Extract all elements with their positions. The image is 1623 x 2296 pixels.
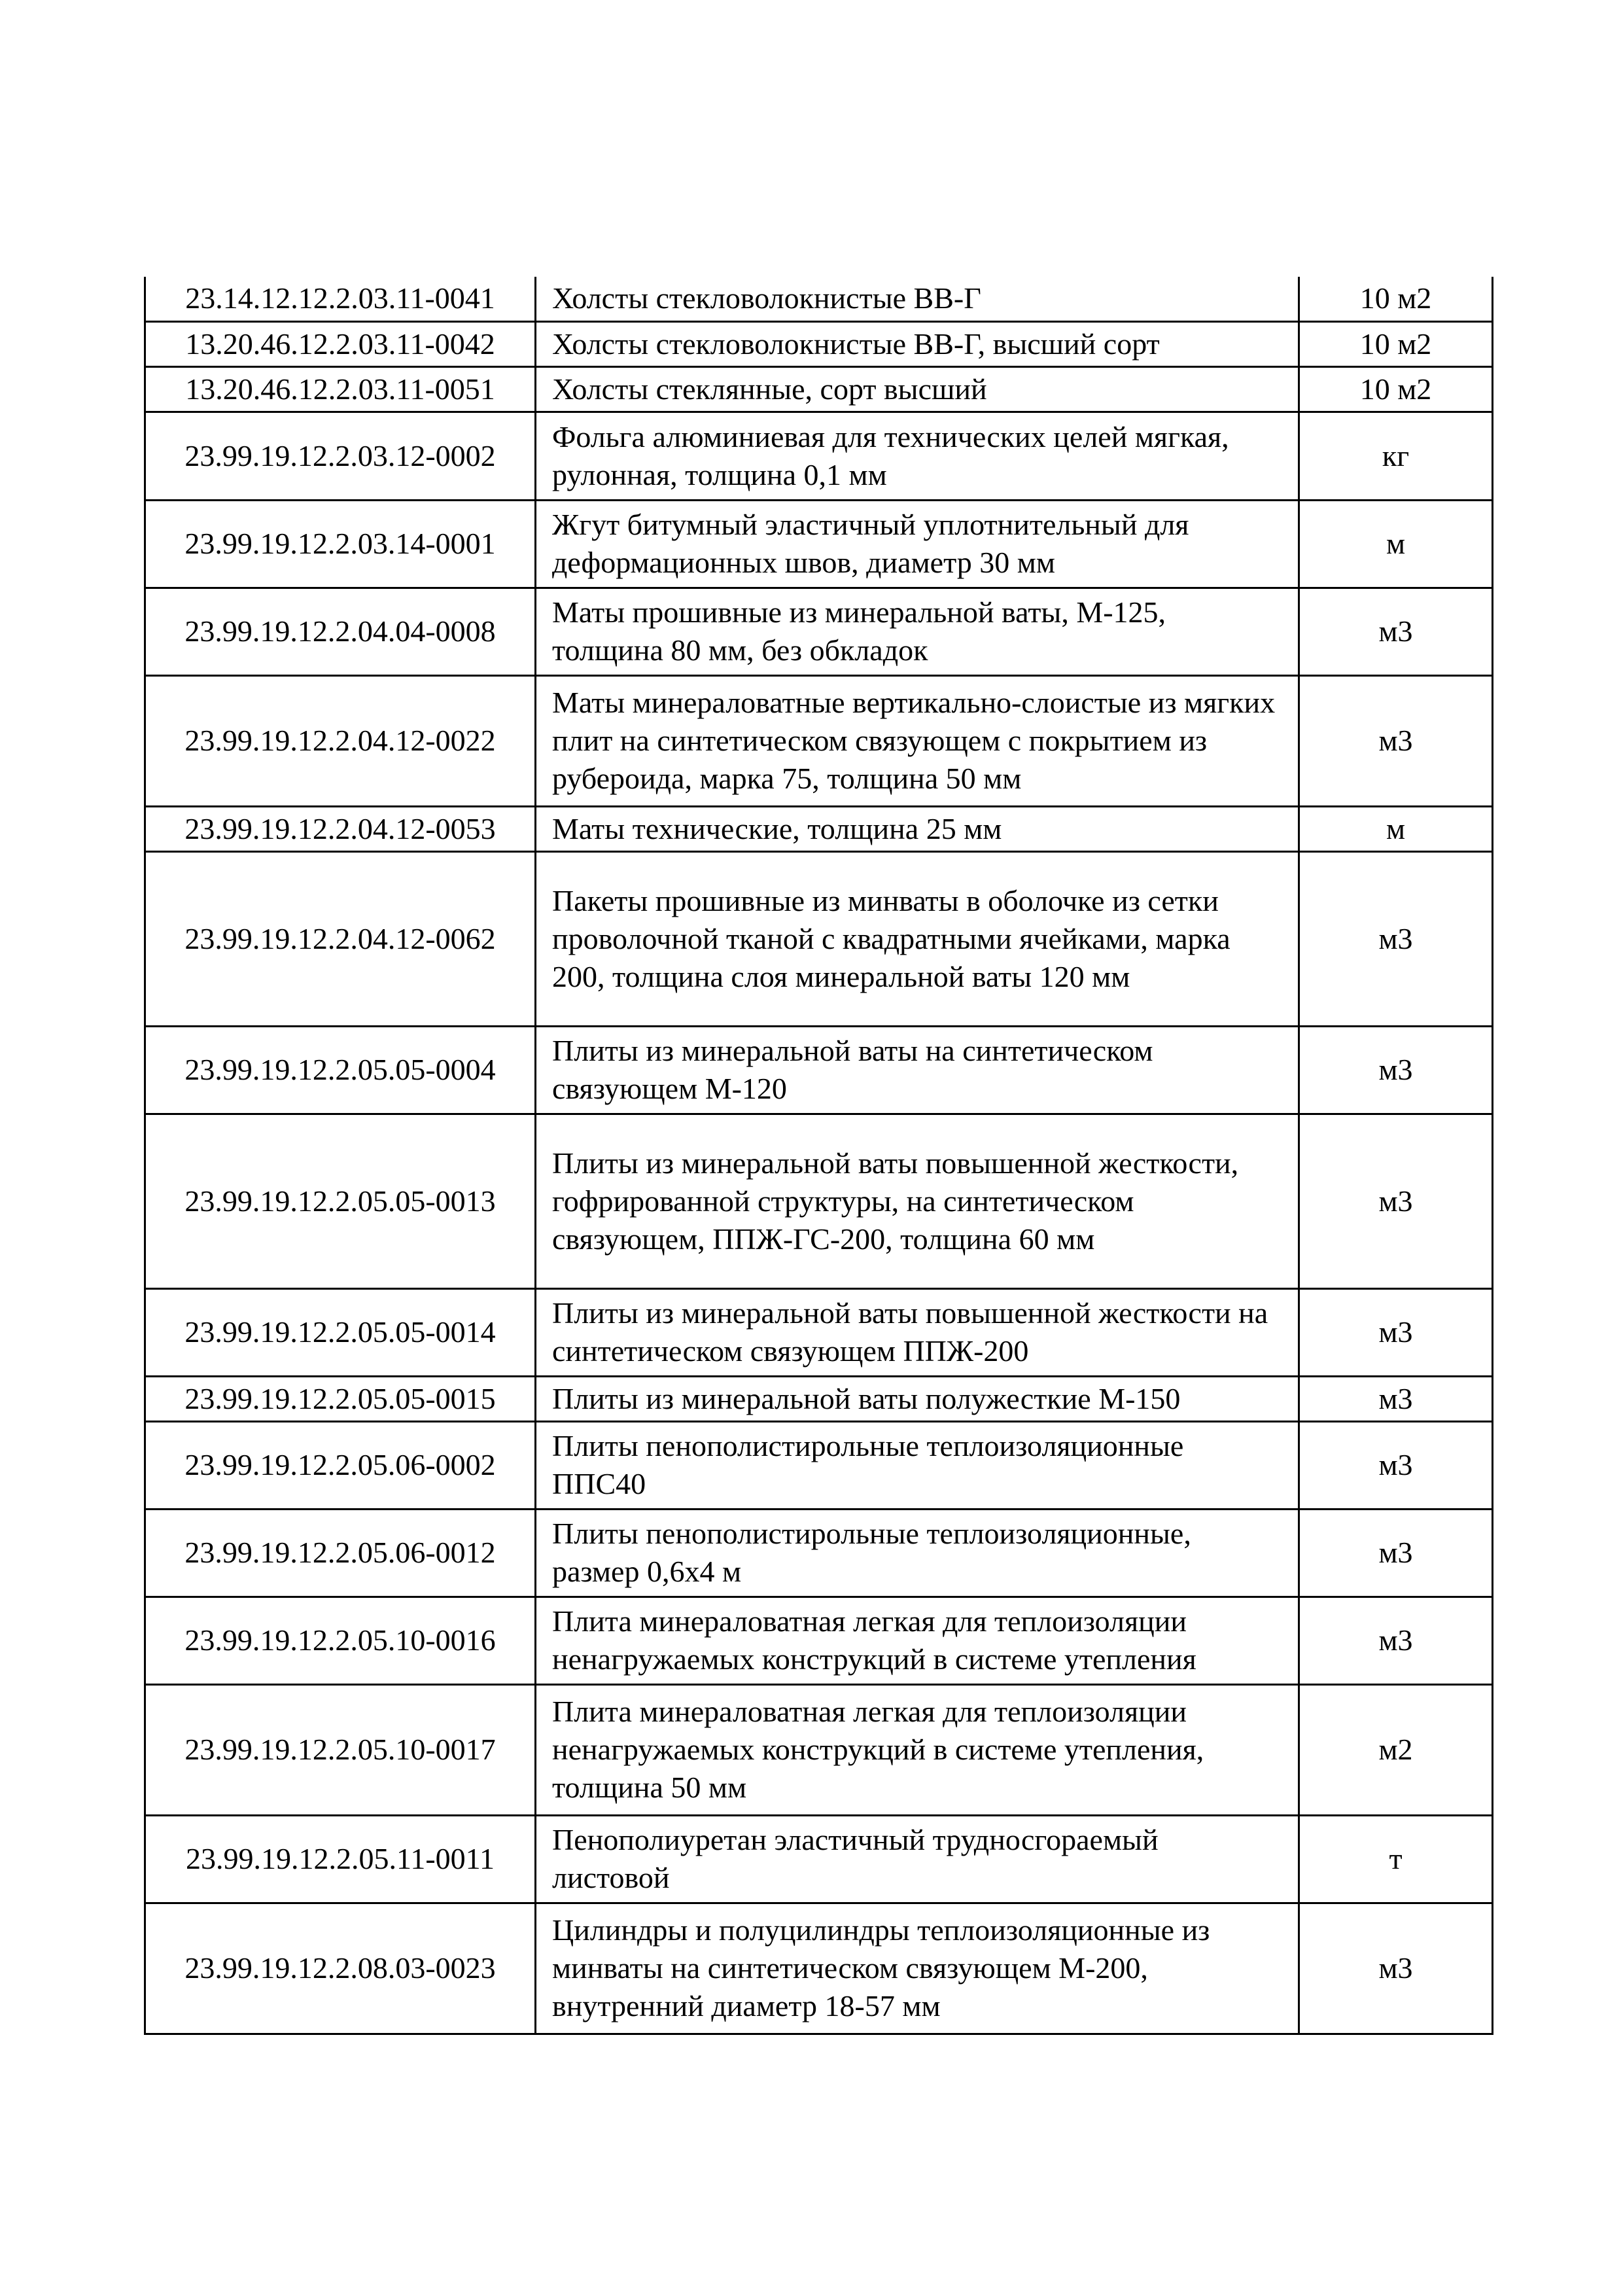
unit-of-measure: м3: [1299, 675, 1493, 806]
unit-of-measure: 10 м2: [1299, 277, 1493, 321]
resource-name: Жгут битумный эластичный уплотнительный для деформационных швов, диаметр 30 мм: [536, 500, 1299, 588]
resource-name: Маты технические, толщина 25 мм: [536, 806, 1299, 851]
resource-code: 23.99.19.12.2.05.05-0015: [145, 1376, 536, 1421]
table-row: [145, 366, 1493, 412]
unit-of-measure: м3: [1299, 1376, 1493, 1421]
resource-code: 23.99.19.12.2.05.10-0016: [145, 1597, 536, 1684]
unit-of-measure: т: [1299, 1815, 1493, 1903]
resource-name: Фольга алюминиевая для технических целей мягкая, рулонная, толщина 0,1 мм: [536, 412, 1299, 500]
resource-code: 23.99.19.12.2.05.05-0014: [145, 1288, 536, 1376]
resource-name: Плиты из минеральной ваты повышенной жесткости, гофрированной структуры, на синтетическом связующем, ППЖ-ГС-200, толщина 60 мм: [536, 1114, 1299, 1288]
resource-name: Холсты стеклянные, сорт высший: [536, 366, 1299, 412]
table-row: [145, 1509, 1493, 1597]
resource-code: 13.20.46.12.2.03.11-0051: [145, 366, 536, 412]
resource-code: 13.20.46.12.2.03.11-0042: [145, 321, 536, 366]
resource-code: 23.14.12.12.2.03.11-0041: [145, 277, 536, 321]
table-row: [145, 1026, 1493, 1114]
resource-name: Пакеты прошивные из минваты в оболочке из сетки проволочной тканой с квадратными ячейками, марка 200, толщина слоя минеральной ваты 120 мм: [536, 851, 1299, 1026]
resource-code: 23.99.19.12.2.05.10-0017: [145, 1684, 536, 1815]
unit-of-measure: 10 м2: [1299, 321, 1493, 366]
resource-name: Плиты из минеральной ваты на синтетическом связующем М-120: [536, 1026, 1299, 1114]
resource-name: Цилиндры и полуцилиндры теплоизоляционные из минваты на синтетическом связующем М-200, внутренний диаметр 18-57 мм: [536, 1903, 1299, 2034]
unit-of-measure: м3: [1299, 851, 1493, 1026]
unit-of-measure: 10 м2: [1299, 366, 1493, 412]
table-row: [145, 321, 1493, 366]
table-row: [145, 1815, 1493, 1903]
resource-code: 23.99.19.12.2.03.14-0001: [145, 500, 536, 588]
resource-name: Пенополиуретан эластичный трудносгораемый листовой: [536, 1815, 1299, 1903]
resource-code: 23.99.19.12.2.05.05-0013: [145, 1114, 536, 1288]
table-row: [145, 500, 1493, 588]
resource-code: 23.99.19.12.2.04.12-0053: [145, 806, 536, 851]
resource-code: 23.99.19.12.2.05.06-0002: [145, 1421, 536, 1509]
materials-table: [144, 277, 1493, 2035]
table-row: [145, 277, 1493, 321]
unit-of-measure: м3: [1299, 1114, 1493, 1288]
resource-name: Маты прошивные из минеральной ваты, М-125, толщина 80 мм, без обкладок: [536, 588, 1299, 675]
resource-code: 23.99.19.12.2.05.06-0012: [145, 1509, 536, 1597]
resource-code: 23.99.19.12.2.05.11-0011: [145, 1815, 536, 1903]
resource-code: 23.99.19.12.2.04.12-0062: [145, 851, 536, 1026]
table-row: [145, 1684, 1493, 1815]
table-row: [145, 851, 1493, 1026]
resource-code: 23.99.19.12.2.05.05-0004: [145, 1026, 536, 1114]
resource-code: 23.99.19.12.2.08.03-0023: [145, 1903, 536, 2034]
resource-code: 23.99.19.12.2.04.12-0022: [145, 675, 536, 806]
table-row: [145, 1288, 1493, 1376]
resource-name: Плиты из минеральной ваты повышенной жесткости на синтетическом связующем ППЖ-200: [536, 1288, 1299, 1376]
table-row: [145, 675, 1493, 806]
resource-name: Плита минераловатная легкая для теплоизоляции ненагружаемых конструкций в системе утепления: [536, 1597, 1299, 1684]
resource-name: Плита минераловатная легкая для теплоизоляции ненагружаемых конструкций в системе утепления, толщина 50 мм: [536, 1684, 1299, 1815]
unit-of-measure: м3: [1299, 1509, 1493, 1597]
resource-code: 23.99.19.12.2.04.04-0008: [145, 588, 536, 675]
unit-of-measure: м: [1299, 500, 1493, 588]
table-row: [145, 1421, 1493, 1509]
table-row: [145, 588, 1493, 675]
resource-name: Маты минераловатные вертикально-слоистые из мягких плит на синтетическом связующем с покрытием из рубероида, марка 75, толщина 50 мм: [536, 675, 1299, 806]
resource-name: Холсты стекловолокнистые ВВ-Г, высший сорт: [536, 321, 1299, 366]
table-row: [145, 806, 1493, 851]
unit-of-measure: м3: [1299, 1288, 1493, 1376]
table-row: [145, 1114, 1493, 1288]
unit-of-measure: м: [1299, 806, 1493, 851]
resource-name: Холсты стекловолокнистые ВВ-Г: [536, 277, 1299, 321]
table-row: [145, 412, 1493, 500]
unit-of-measure: м3: [1299, 588, 1493, 675]
resource-code: 23.99.19.12.2.03.12-0002: [145, 412, 536, 500]
unit-of-measure: м3: [1299, 1903, 1493, 2034]
table-row: [145, 1597, 1493, 1684]
materials-table-body: [145, 277, 1493, 2034]
resource-name: Плиты пенополистирольные теплоизоляционные ППС40: [536, 1421, 1299, 1509]
unit-of-measure: м3: [1299, 1026, 1493, 1114]
unit-of-measure: м2: [1299, 1684, 1493, 1815]
table-row: [145, 1376, 1493, 1421]
table-row: [145, 1903, 1493, 2034]
resource-name: Плиты из минеральной ваты полужесткие М-150: [536, 1376, 1299, 1421]
unit-of-measure: м3: [1299, 1421, 1493, 1509]
unit-of-measure: кг: [1299, 412, 1493, 500]
unit-of-measure: м3: [1299, 1597, 1493, 1684]
resource-name: Плиты пенополистирольные теплоизоляционные, размер 0,6х4 м: [536, 1509, 1299, 1597]
